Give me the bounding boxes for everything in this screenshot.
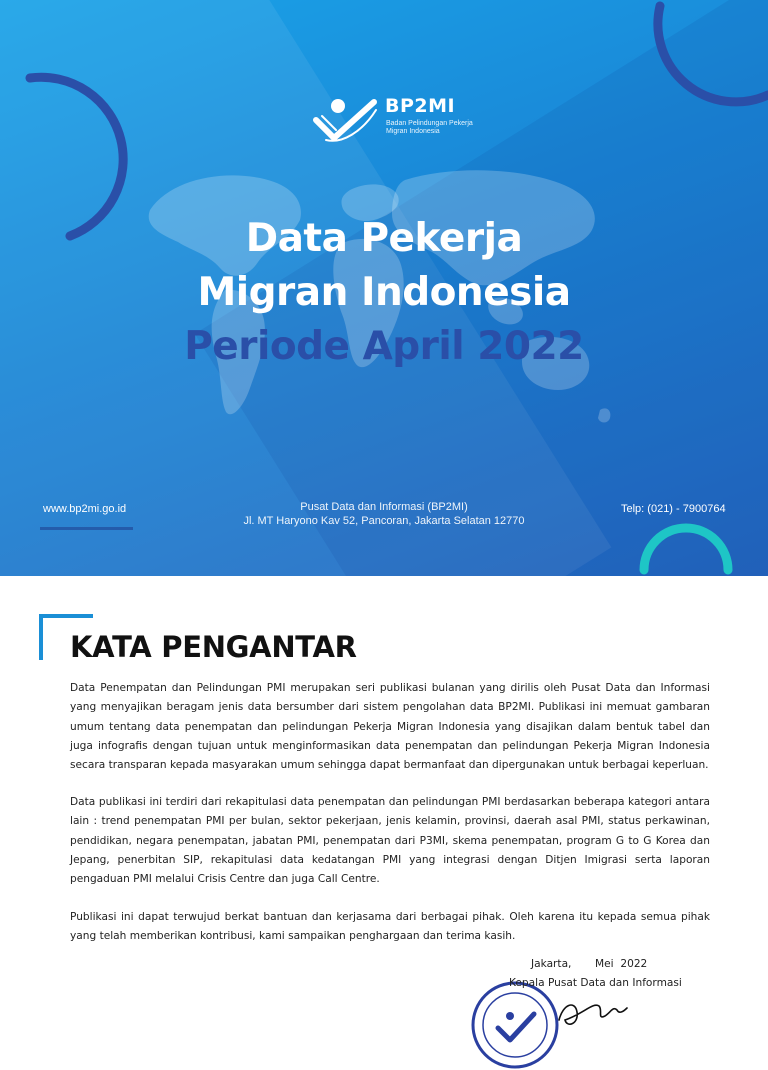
bp2mi-logo-mark-icon bbox=[312, 96, 382, 146]
phone-number: Telp: (021) - 7900764 bbox=[621, 503, 726, 515]
org-address: Jl. MT Haryono Kav 52, Pancoran, Jakarta Selatan 12770 bbox=[243, 515, 525, 527]
foreword-paragraph-3: Publikasi ini dapat terwujud berkat bantuan dan kerjasama dari berbagai pihak. Oleh karena itu kepada semua pihak yang telah memberikan kontribusi, kami sampaikan penghargaan dan terima kasih. bbox=[70, 911, 710, 943]
cover-title-line2: Migran Indonesia bbox=[197, 270, 571, 315]
website-underline bbox=[40, 527, 133, 530]
teal-arc-bottom bbox=[636, 518, 736, 576]
foreword-heading: KATA PENGANTAR bbox=[70, 630, 357, 664]
website-link[interactable]: www.bp2mi.go.id bbox=[43, 503, 127, 515]
official-stamp-icon bbox=[470, 980, 560, 1070]
dark-arc-right bbox=[640, 0, 768, 110]
org-info bbox=[200, 500, 568, 528]
signatory-role: Kepala Pusat Data dan Informasi bbox=[509, 977, 682, 989]
cover-title-line1: Data Pekerja bbox=[245, 216, 523, 261]
signature-place-date: Jakarta, Mei 2022 bbox=[531, 958, 648, 970]
foreword-paragraph-1: Data Penempatan dan Pelindungan PMI merupakan seri publikasi bulanan yang dirilis oleh Pusat Data dan Informasi yang menyajikan beragam jenis data bersumber dari sistem pengolahan data BP2MI. Publikasi ini memuat gambaran umum tentang data penempatan dan pelindungan Pekerja Migran Indonesia yang disajikan dalam bentuk tabel dan juga infografis dengan tujuan untuk menginformasikan data penempatan dan pelindungan Pekerja Migran Indonesia secara transparan kepada masyarakan umum sehingga dapat bermanfaat dan dipergunakan untuk berbagai keperluan. bbox=[70, 682, 710, 772]
org-name: Pusat Data dan Informasi (BP2MI) bbox=[300, 501, 468, 513]
cover-title-period: Periode April 2022 bbox=[184, 324, 584, 369]
handwritten-signature-icon bbox=[553, 990, 643, 1030]
foreword-paragraph-2: Data publikasi ini terdiri dari rekapitulasi data penempatan dan pelindungan PMI berdasarkan beberapa kategori antara lain : trend penempatan PMI per bulan, sektor pekerjaan, jenis kelamin, provinsi, daerah asal PMI, status perkawinan, pendidikan, negara penempatan, jabatan PMI, penempatan dari P3MI, skema penempatan, program G to G Korea dan Jepang, penerbitan SIP, rekapitulasi data kedatangan PMI yang integrasi dengan Ditjen Imigrasi serta laporan pengaduan PMI melalui Crisis Centre dan juga Call Centre. bbox=[70, 796, 710, 886]
logo-name: BP2MI bbox=[385, 95, 456, 117]
bp2mi-logo bbox=[312, 95, 473, 148]
logo-subtitle: Badan Pelindungan Pekerja Migran Indonesia bbox=[386, 120, 473, 135]
